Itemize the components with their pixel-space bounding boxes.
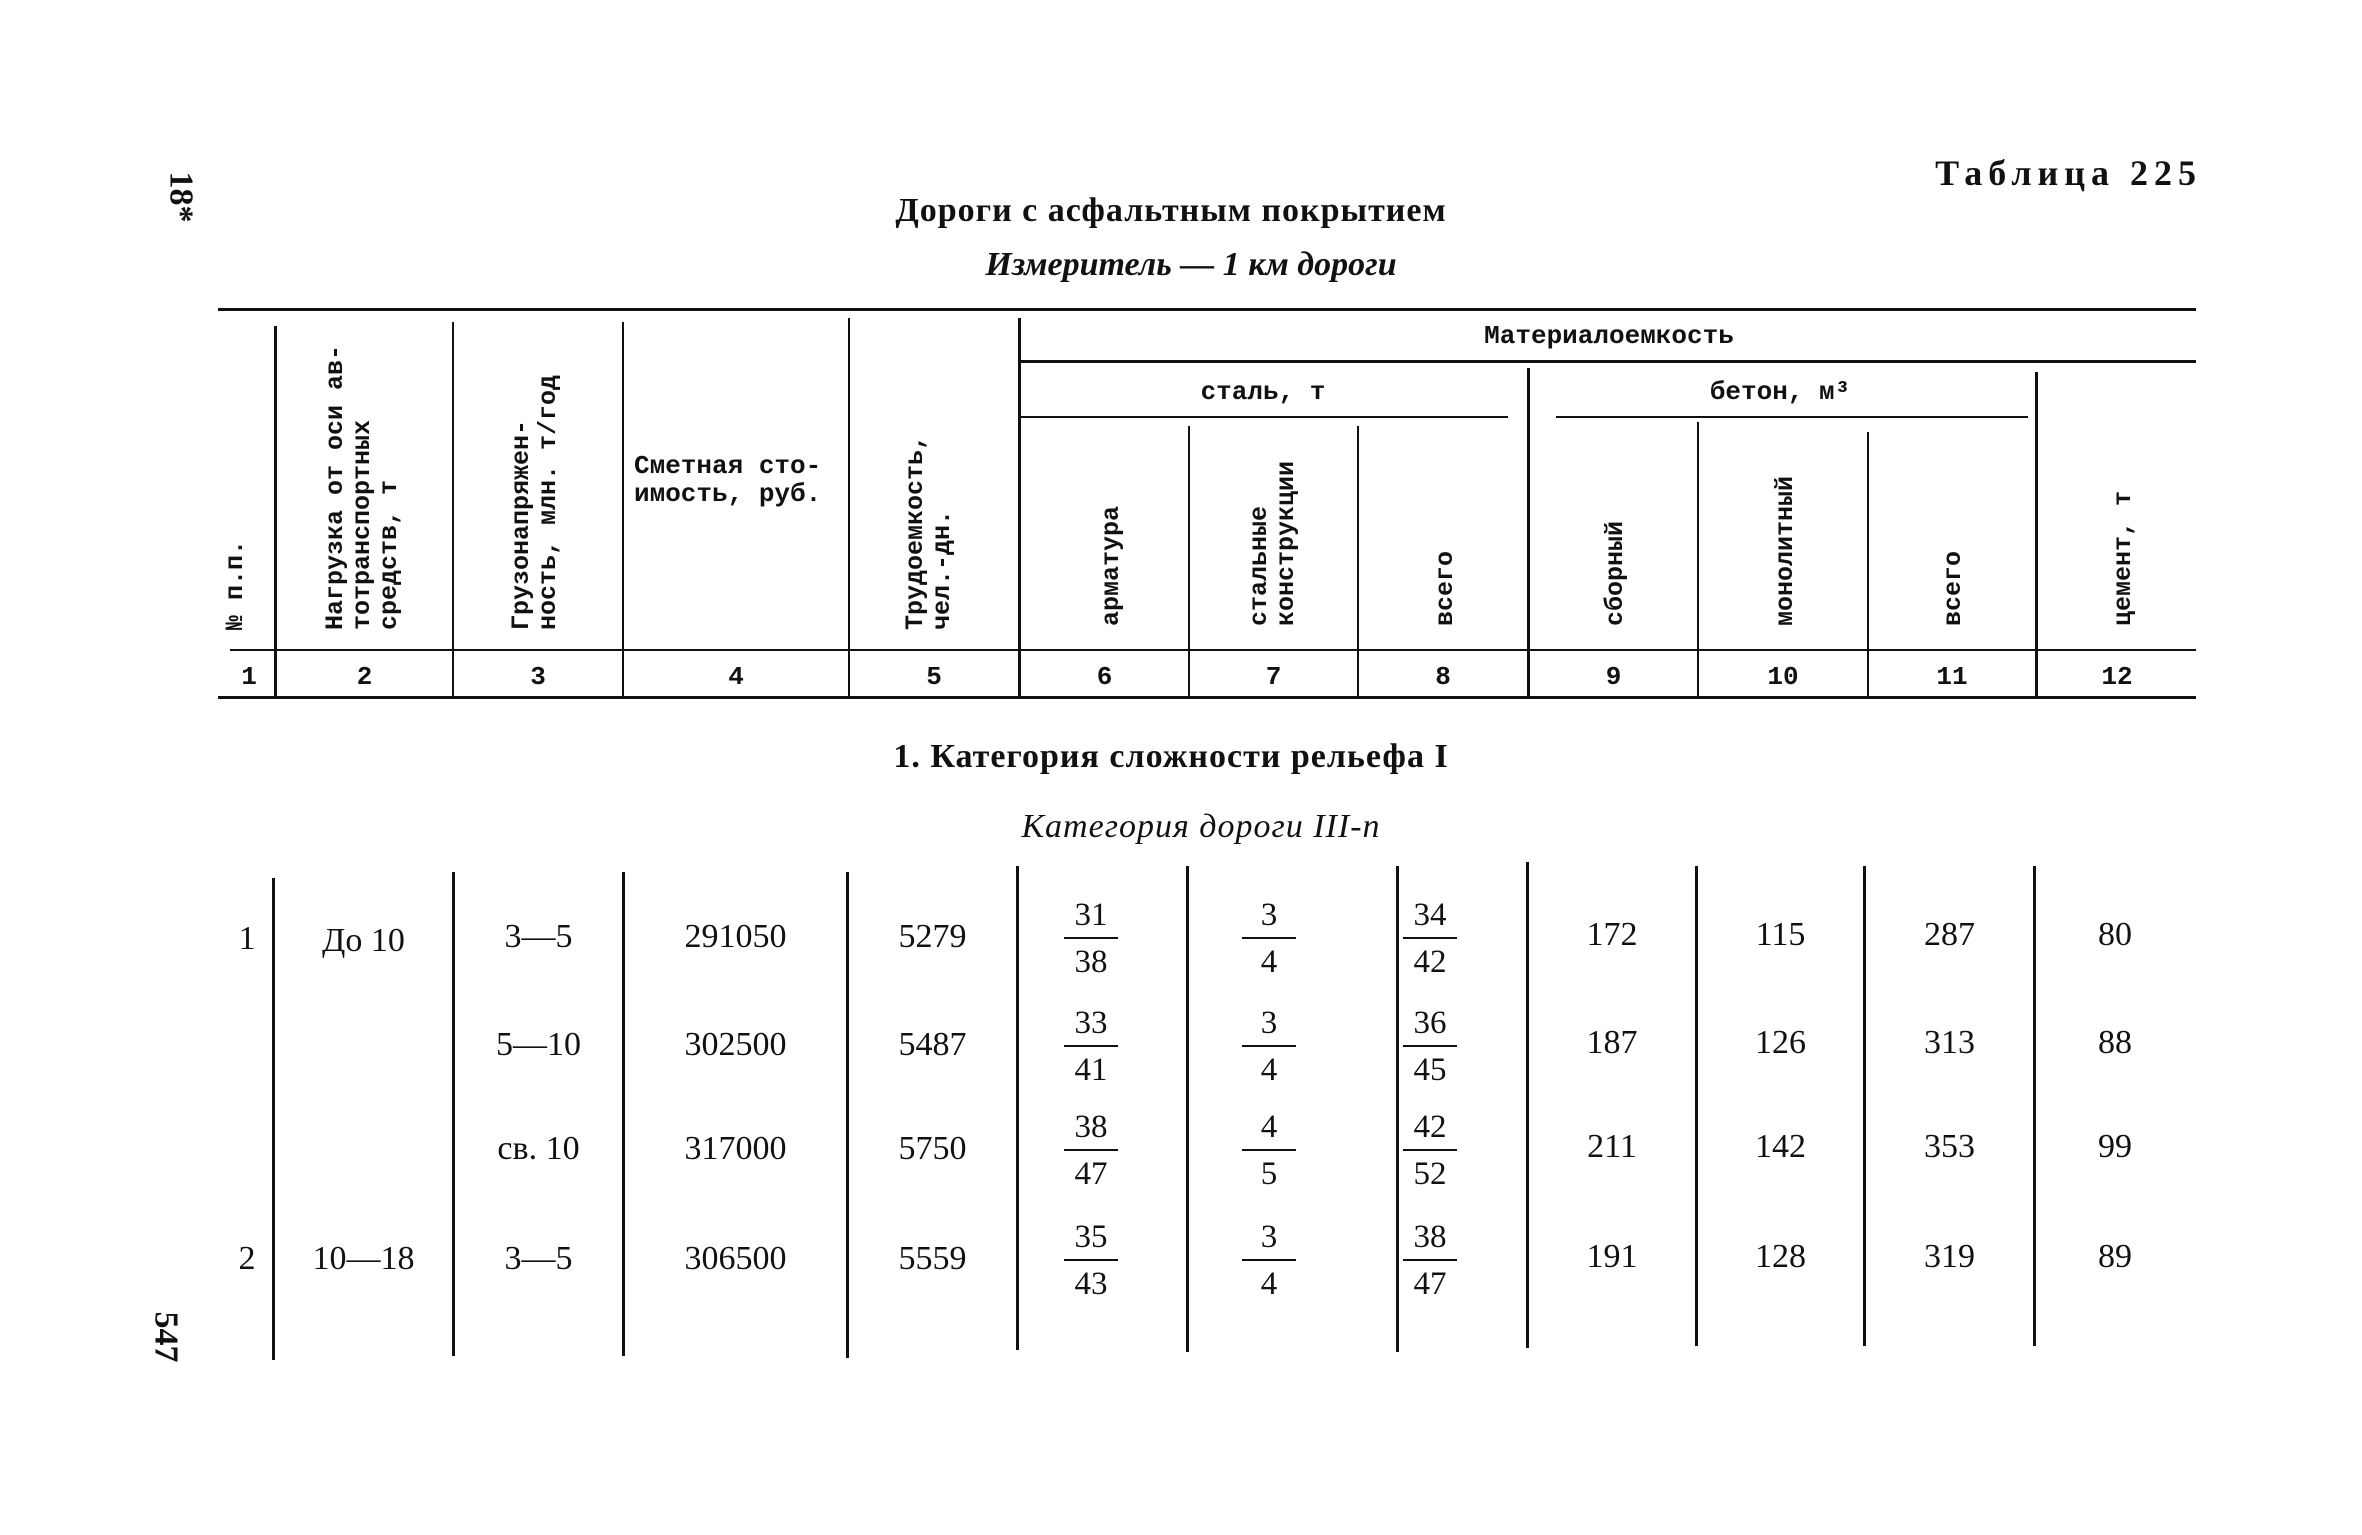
col-number-8: 8 xyxy=(1435,662,1451,692)
col-number-5: 5 xyxy=(926,662,942,692)
cargo-intensity: св. 10 xyxy=(497,1130,580,1167)
col-number-11: 11 xyxy=(1936,662,1968,692)
estimated-cost: 306500 xyxy=(684,1240,787,1277)
concrete-total: 353 xyxy=(1924,1128,1975,1165)
axle-load: До 10 xyxy=(322,922,405,959)
cement: 80 xyxy=(2098,916,2132,953)
armatura-fraction: 35 43 xyxy=(1056,1218,1126,1303)
header-col-number: № п.п. xyxy=(221,539,250,630)
labor-intensity: 5750 xyxy=(898,1130,967,1167)
table-title: Дороги с асфальтным покрытием xyxy=(895,192,1447,229)
steel-total-fraction: 38 47 xyxy=(1395,1218,1465,1303)
monolith-concrete: 126 xyxy=(1755,1024,1806,1061)
road-category: Категория дороги III-п xyxy=(1021,808,1381,845)
page-number: 547 xyxy=(147,1311,185,1363)
steel-total-fraction: 36 45 xyxy=(1395,1004,1465,1089)
cargo-intensity: 3—5 xyxy=(504,1240,573,1277)
estimated-cost: 291050 xyxy=(684,918,787,955)
row-number: 2 xyxy=(238,1240,256,1277)
prefab-concrete: 187 xyxy=(1586,1024,1638,1061)
col-number-10: 10 xyxy=(1767,662,1799,692)
col-number-12: 12 xyxy=(2101,662,2133,692)
steel-total-fraction: 34 42 xyxy=(1395,896,1465,981)
prefab-concrete: 172 xyxy=(1586,916,1638,953)
col-number-1: 1 xyxy=(241,662,257,692)
monolith-concrete: 115 xyxy=(1755,916,1806,953)
cement: 89 xyxy=(2098,1238,2132,1275)
labor-intensity: 5487 xyxy=(898,1026,967,1063)
concrete-total: 313 xyxy=(1924,1024,1975,1061)
steel-total-fraction: 42 52 xyxy=(1395,1108,1465,1193)
armatura-fraction: 31 38 xyxy=(1056,896,1126,981)
labor-intensity: 5559 xyxy=(898,1240,967,1277)
table-number: Таблица 225 xyxy=(1935,153,2202,193)
header-col-monolith: монолитный xyxy=(1771,475,1800,626)
armatura-fraction: 33 41 xyxy=(1056,1004,1126,1089)
row-number: 1 xyxy=(238,920,256,957)
header-col-cost: Сметная сто- имость, руб. xyxy=(634,451,822,509)
header-col-axle-load: Нагрузка от оси ав- тотранспортных средств, т xyxy=(321,344,404,630)
axle-load: 10—18 xyxy=(312,1240,415,1277)
col-number-2: 2 xyxy=(356,662,373,692)
labor-intensity: 5279 xyxy=(898,918,967,955)
section-title: 1. Категория сложности рельефа I xyxy=(893,738,1449,775)
prefab-concrete: 211 xyxy=(1587,1128,1637,1165)
header-col-steel-structures: стальные конструкции xyxy=(1245,460,1301,626)
prefab-concrete: 191 xyxy=(1586,1238,1638,1275)
header-group-material: Материалоемкость xyxy=(1484,321,1734,351)
table-subtitle: Измеритель — 1 км дороги xyxy=(985,246,1397,283)
header-col-prefab: сборный xyxy=(1601,520,1630,626)
steel-structures-fraction: 4 5 xyxy=(1234,1108,1304,1193)
armatura-fraction: 38 47 xyxy=(1056,1108,1126,1193)
header-col-concrete-total: всего xyxy=(1939,550,1968,626)
cement: 88 xyxy=(2098,1024,2132,1061)
header-col-labor: Трудоемкость, чел.-дн. xyxy=(901,434,957,630)
col-number-4: 4 xyxy=(728,662,744,692)
concrete-total: 287 xyxy=(1924,916,1975,953)
header-col-cargo-intensity: Грузонапряжен- ность, млн. т/год xyxy=(507,374,563,630)
header-group-steel: сталь, т xyxy=(1200,377,1326,407)
estimated-cost: 302500 xyxy=(684,1026,787,1063)
concrete-total: 319 xyxy=(1924,1238,1975,1275)
steel-structures-fraction: 3 4 xyxy=(1234,1004,1304,1089)
header-group-concrete: бетон, м³ xyxy=(1709,377,1851,407)
col-number-7: 7 xyxy=(1265,662,1282,692)
cargo-intensity: 5—10 xyxy=(496,1026,581,1063)
monolith-concrete: 142 xyxy=(1755,1128,1806,1165)
estimated-cost: 317000 xyxy=(684,1130,787,1167)
header-col-armatura: арматура xyxy=(1097,505,1126,626)
header-col-steel-total: всего xyxy=(1431,550,1460,626)
cement: 99 xyxy=(2098,1128,2132,1165)
page-signature-mark: 18* xyxy=(162,171,200,223)
steel-structures-fraction: 3 4 xyxy=(1234,896,1304,981)
steel-structures-fraction: 3 4 xyxy=(1234,1218,1304,1303)
cargo-intensity: 3—5 xyxy=(504,918,573,955)
header-col-cement: цемент, т xyxy=(2109,490,2138,626)
col-number-3: 3 xyxy=(530,662,546,692)
col-number-6: 6 xyxy=(1096,662,1113,692)
monolith-concrete: 128 xyxy=(1755,1238,1806,1275)
col-number-9: 9 xyxy=(1605,662,1622,692)
